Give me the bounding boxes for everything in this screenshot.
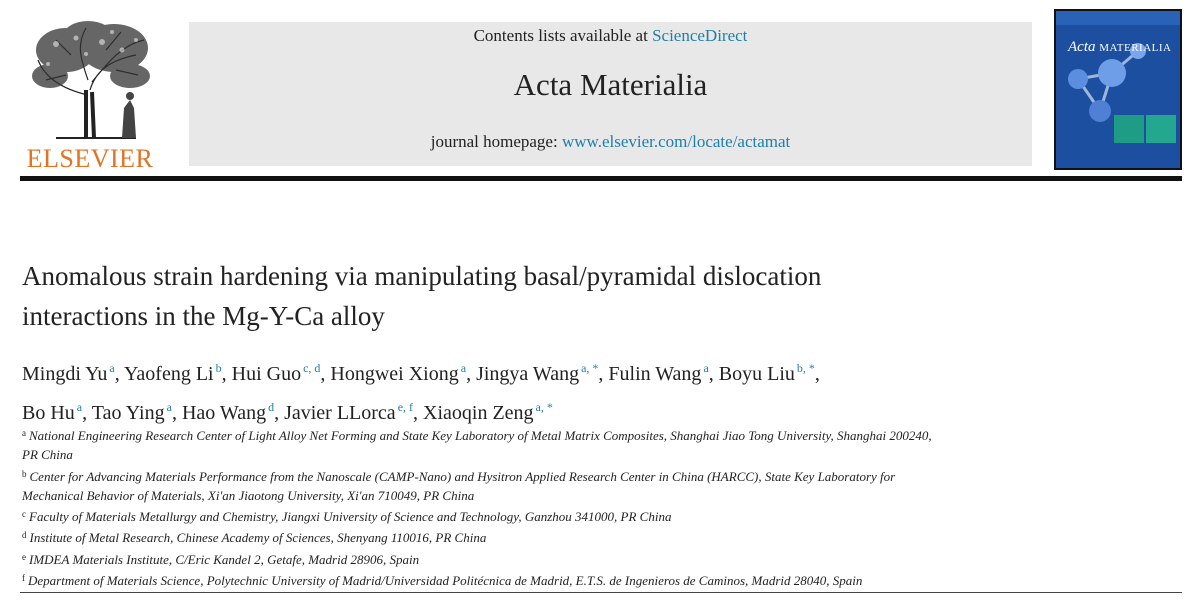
author-list: Mingdi Yu $^a$, Yaofeng Li $^b$, Hui Guo $^{c, d}$, Hongwei Xiong $^a$, Jingya Wang $^{a, *}$, Fulin Wang $^a$, Boyu Liu $^{b, *}$, Bo Hu $^a$, Tao Ying $^a$, Hao Wang $^d$, Javier LLorca $^{e, f}$, Xiaoqin Zeng $^{a, *}$	[22, 361, 820, 424]
journal-banner	[189, 22, 1032, 166]
sciencedirect-link[interactable]: ScienceDirect	[652, 26, 748, 45]
cover-molecule-icon	[1056, 11, 1180, 168]
author[interactable]: Yaofeng Li $^b$	[123, 361, 222, 385]
tree-engraving-icon	[26, 20, 154, 142]
author[interactable]: Mingdi Yu $^a$	[22, 361, 115, 385]
homepage-link[interactable]: www.elsevier.com/locate/actamat	[561, 132, 791, 151]
author[interactable]: Hui Guo $^{c, d}$	[231, 361, 321, 385]
cover-title: Acta MATERIALIA	[1068, 39, 1172, 55]
journal-cover	[1054, 9, 1182, 170]
contents-line: Contents lists available at ScienceDirect	[473, 26, 748, 45]
homepage-line: journal homepage: www.elsevier.com/locate/actamat	[430, 132, 791, 151]
author[interactable]: Bo Hu $^a$	[22, 400, 83, 424]
elsevier-logo	[20, 20, 160, 172]
affiliation-item: $^f$ Department of Materials Science, Polytechnic University of Madrid/Universidad Politécnica de Madrid, E.T.S. de Ingenieros de Caminos, Madrid 28040, Spain	[22, 573, 863, 589]
bottom-divider	[20, 592, 1182, 593]
author[interactable]: Javier LLorca $^{e, f}$	[284, 400, 414, 424]
author[interactable]: Hongwei Xiong $^a$	[330, 361, 467, 385]
author[interactable]: Fulin Wang $^a$	[608, 361, 709, 385]
header-divider	[20, 176, 1182, 181]
author[interactable]: Jingya Wang $^{a, *}$	[476, 361, 599, 385]
affiliation-item: $^c$ Faculty of Materials Metallurgy and Chemistry, Jiangxi University of Science and Technology, Ganzhou 341000, PR China	[22, 509, 672, 525]
affiliation-item: $^a$ National Engineering Research Center of Light Alloy Net Forming and State Key Laboratory of Metal Matrix Composites, Shanghai Jiao Tong University, Shanghai 200240, PR China	[22, 428, 932, 463]
affiliation-item: $^d$ Institute of Metal Research, Chinese Academy of Sciences, Shenyang 110016, PR China	[22, 530, 487, 546]
author[interactable]: Boyu Liu $^{b, *}$	[718, 361, 815, 385]
affiliation-item: $^e$ IMDEA Materials Institute, C/Eric Kandel 2, Getafe, Madrid 28906, Spain	[22, 551, 420, 567]
publisher-name: ELSEVIER	[26, 144, 154, 173]
author[interactable]: Hao Wang $^d$	[181, 400, 275, 424]
author[interactable]: Xiaoqin Zeng $^{a, *}$	[423, 400, 553, 424]
journal-title: Acta Materialia	[513, 67, 708, 102]
article-title: Anomalous strain hardening via manipulating basal/pyramidal dislocation interactions in the Mg-Y-Ca alloy	[22, 261, 822, 331]
affiliation-item: $^b$ Center for Advancing Materials Performance from the Nanoscale (CAMP-Nano) and Hysitron Applied Research Center in China (HARCC), State Key Laboratory for Mechanical Behavior of Materials, Xi'an Jiaotong University, Xi'an 710049, PR China	[22, 468, 896, 503]
author[interactable]: Tao Ying $^a$	[91, 400, 172, 424]
affiliation-list	[22, 424, 1182, 590]
